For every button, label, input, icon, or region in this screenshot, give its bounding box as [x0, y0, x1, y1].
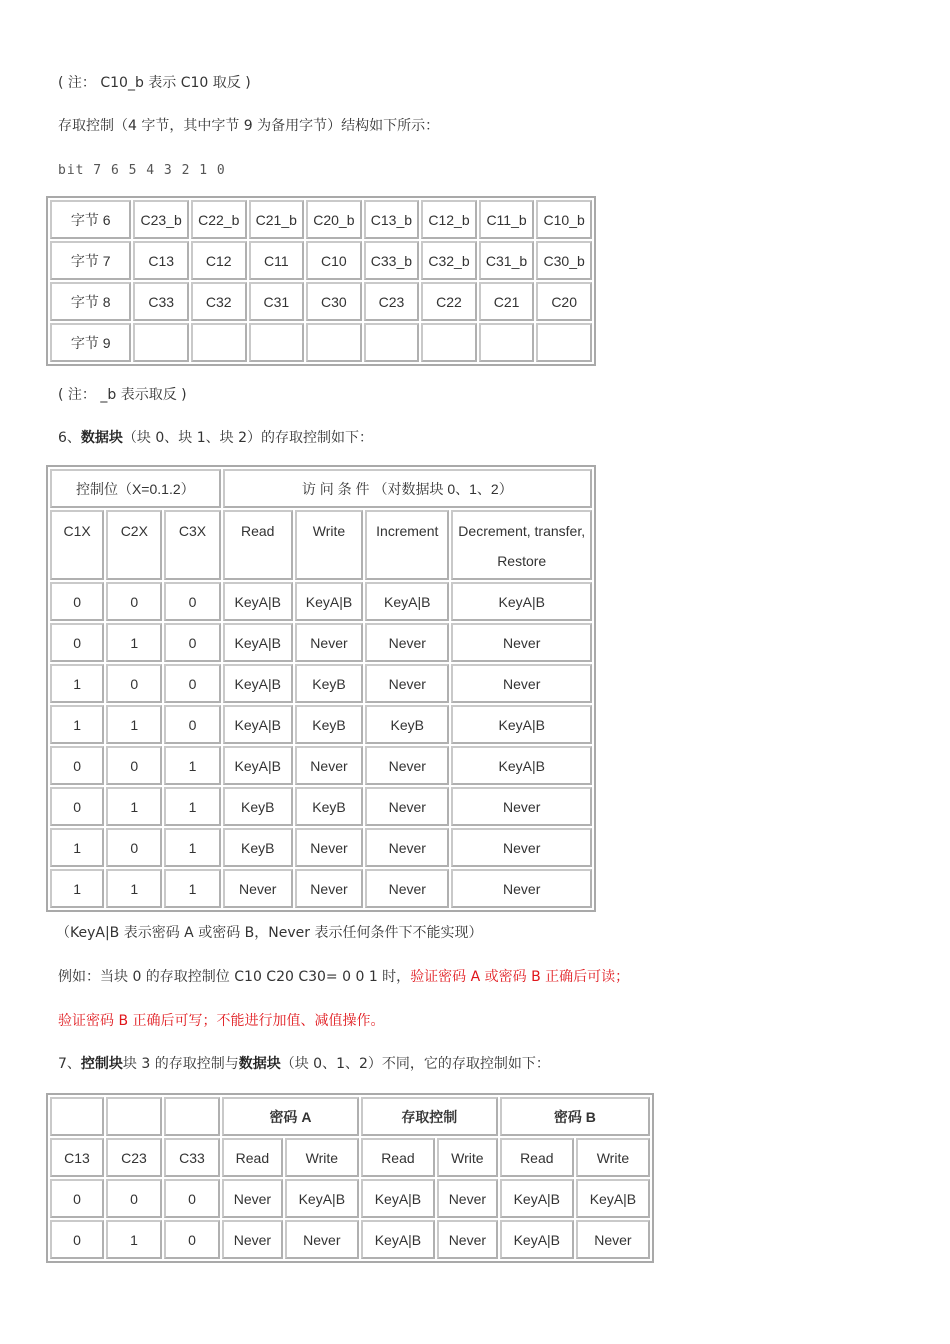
group-header-access-conditions: 访 问 条 件 （对数据块 0、1、2）	[223, 469, 592, 508]
section-7-bold-data: 数据块	[238, 1056, 281, 1072]
table-cell: 1	[106, 869, 162, 908]
table-row	[50, 469, 592, 508]
column-header: Read	[361, 1138, 435, 1177]
bit-cell: C30_b	[536, 241, 592, 280]
bit-index-line: bit 7 6 5 4 3 2 1 0	[58, 163, 226, 178]
bit-cell: C21_b	[249, 200, 305, 239]
bit-cell: C21	[479, 282, 535, 321]
bit-cell	[306, 323, 362, 362]
section-6-bold: 数据块	[80, 430, 123, 446]
column-header: Decrement, transfer, Restore	[451, 510, 592, 580]
table-row	[50, 1220, 650, 1259]
column-header: Read	[222, 1138, 283, 1177]
byte-label-cell: 字节 7	[50, 241, 131, 280]
example-line	[58, 968, 629, 986]
table-cell: 0	[106, 582, 162, 621]
table-cell: 0	[50, 787, 104, 826]
bit-cell	[249, 323, 305, 362]
table-row	[50, 282, 592, 321]
bit-cell	[191, 323, 247, 362]
table-cell: 1	[106, 705, 162, 744]
table-cell: KeyA|B	[451, 746, 592, 785]
table-cell: Never	[295, 828, 363, 867]
bit-cell: C31	[249, 282, 305, 321]
table-cell: 0	[106, 664, 162, 703]
column-header: C3X	[164, 510, 220, 580]
table-cell: Never	[295, 623, 363, 662]
table-row	[50, 705, 592, 744]
column-header: Write	[576, 1138, 650, 1177]
note-b-inverse: ( 注： _b 表示取反 )	[58, 387, 187, 403]
table-cell: KeyA|B	[223, 705, 293, 744]
table-cell: KeyA|B	[451, 705, 592, 744]
byte-label-cell: 字节 6	[50, 200, 131, 239]
column-header: C33	[164, 1138, 220, 1177]
bit-cell: C23_b	[133, 200, 189, 239]
section-6-rest: （块 0、块 1、块 2）的存取控制如下：	[122, 430, 373, 446]
table-cell: Never	[365, 664, 449, 703]
data-block-access-table	[46, 465, 596, 912]
table-cell: 0	[106, 828, 162, 867]
bit-cell: C13_b	[364, 200, 420, 239]
access-control-paragraph: 存取控制（4 字节，其中字节 9 为备用字节）结构如下所示：	[58, 118, 440, 134]
table-cell: KeyA|B	[361, 1179, 435, 1218]
table-cell: Never	[365, 787, 449, 826]
bit-cell: C13	[133, 241, 189, 280]
table-cell: Never	[365, 828, 449, 867]
table-row	[50, 746, 592, 785]
column-header: Increment	[365, 510, 449, 580]
table-cell: KeyA|B	[223, 623, 293, 662]
table-cell: Never	[451, 623, 592, 662]
table-cell: KeyA|B	[223, 664, 293, 703]
bit-cell	[479, 323, 535, 362]
table-cell: 1	[106, 623, 162, 662]
bit-cell: C23	[364, 282, 420, 321]
bit-cell: C20	[536, 282, 592, 321]
column-header: Read	[500, 1138, 574, 1177]
table-cell: Never	[223, 869, 293, 908]
table-cell: 1	[164, 787, 220, 826]
table-cell: 0	[164, 664, 220, 703]
table-cell: KeyB	[223, 787, 293, 826]
table-cell: KeyA|B	[500, 1179, 574, 1218]
table-cell: 0	[50, 623, 104, 662]
table-cell: 1	[164, 746, 220, 785]
note-c10b: ( 注： C10_b 表示 C10 取反 )	[58, 75, 251, 91]
table-row	[50, 623, 592, 662]
bit-cell: C10_b	[536, 200, 592, 239]
table-cell: Never	[451, 869, 592, 908]
bit-cell: C30	[306, 282, 362, 321]
bit-cell: C12_b	[421, 200, 477, 239]
group-header-key-b: 密码 B	[500, 1097, 650, 1136]
table-cell: Never	[295, 869, 363, 908]
table-row	[50, 787, 592, 826]
table-cell: KeyA|B	[295, 582, 363, 621]
table-cell: 0	[106, 1179, 162, 1218]
table-row	[50, 582, 592, 621]
table-cell: 1	[50, 664, 104, 703]
table-cell: KeyA|B	[576, 1179, 650, 1218]
table-cell: 0	[50, 1179, 104, 1218]
table-cell: 0	[50, 582, 104, 621]
bit-cell: C11_b	[479, 200, 535, 239]
table-cell: 1	[50, 869, 104, 908]
table-cell: Never	[222, 1220, 283, 1259]
table-cell: 0	[106, 746, 162, 785]
bit-cell: C31_b	[479, 241, 535, 280]
table-cell: KeyB	[365, 705, 449, 744]
table-row	[50, 200, 592, 239]
bit-cell: C33	[133, 282, 189, 321]
table-cell: KeyA|B	[223, 746, 293, 785]
column-header: C1X	[50, 510, 104, 580]
section-7-mid: 块 3 的存取控制与	[122, 1056, 239, 1072]
table-row	[50, 664, 592, 703]
section-6-heading	[58, 429, 373, 447]
table-cell: KeyA|B	[500, 1220, 574, 1259]
table-row	[50, 1097, 650, 1136]
table-cell: KeyA|B	[365, 582, 449, 621]
table-cell: KeyA|B	[285, 1179, 359, 1218]
table-cell: Never	[285, 1220, 359, 1259]
column-header: Write	[295, 510, 363, 580]
bit-cell	[421, 323, 477, 362]
table-row	[50, 241, 592, 280]
table-cell: KeyB	[295, 787, 363, 826]
table-cell: Never	[451, 828, 592, 867]
table-cell: 0	[164, 1179, 220, 1218]
column-header: C23	[106, 1138, 162, 1177]
section-6-number: 6、	[58, 430, 81, 446]
table-cell: 0	[50, 1220, 104, 1259]
table-cell: 0	[164, 582, 220, 621]
table-cell: KeyA|B	[361, 1220, 435, 1259]
example-red-write: 验证密码 B 正确后可写；不能进行加值、减值操作。	[58, 1013, 385, 1029]
byte-label-cell: 字节 9	[50, 323, 131, 362]
table-cell: Never	[365, 623, 449, 662]
table-cell: Never	[365, 746, 449, 785]
table-cell: 0	[164, 623, 220, 662]
group-header-control-bits: 控制位（X=0.1.2）	[50, 469, 221, 508]
table-cell: KeyA|B	[451, 582, 592, 621]
table-header-row	[50, 510, 592, 580]
bit-cell: C20_b	[306, 200, 362, 239]
bit-cell: C22	[421, 282, 477, 321]
note-keyab-never: （KeyA|B 表示密码 A 或密码 B，Never 表示任何条件下不能实现）	[56, 925, 483, 941]
empty-header-cell	[106, 1097, 162, 1136]
table-cell: 0	[164, 705, 220, 744]
column-header: C2X	[106, 510, 162, 580]
control-block-access-table	[46, 1093, 654, 1263]
table-cell: 1	[164, 869, 220, 908]
group-header-access-bits: 存取控制	[361, 1097, 498, 1136]
column-header: Write	[285, 1138, 359, 1177]
bit-cell	[133, 323, 189, 362]
bit-cell	[364, 323, 420, 362]
table-header-row	[50, 1138, 650, 1177]
table-cell: Never	[437, 1179, 498, 1218]
table-row	[50, 869, 592, 908]
table-cell: Never	[365, 869, 449, 908]
table-cell: 1	[164, 828, 220, 867]
bit-cell: C22_b	[191, 200, 247, 239]
table-row	[50, 828, 592, 867]
table-cell: KeyB	[295, 664, 363, 703]
column-header: C13	[50, 1138, 104, 1177]
table-cell: 1	[50, 828, 104, 867]
example-red-read: 验证密码 A 或密码 B 正确后可读；	[410, 969, 630, 985]
bit-cell: C11	[249, 241, 305, 280]
table-cell: Never	[437, 1220, 498, 1259]
bit-cell: C32	[191, 282, 247, 321]
table-cell: KeyB	[223, 828, 293, 867]
table-cell: Never	[576, 1220, 650, 1259]
section-7-number: 7、	[58, 1056, 81, 1072]
group-header-key-a: 密码 A	[222, 1097, 359, 1136]
table-cell: 1	[50, 705, 104, 744]
table-cell: KeyB	[295, 705, 363, 744]
bit-cell: C12	[191, 241, 247, 280]
section-7-rest: （块 0、1、2）不同，它的存取控制如下：	[280, 1056, 550, 1072]
table-cell: 0	[164, 1220, 220, 1259]
section-7-heading	[58, 1055, 550, 1073]
table-cell: 1	[106, 787, 162, 826]
section-7-bold-control: 控制块	[80, 1056, 123, 1072]
bit-cell: C33_b	[364, 241, 420, 280]
table-row	[50, 323, 592, 362]
column-header: Read	[223, 510, 293, 580]
access-bytes-table	[46, 196, 596, 366]
bit-cell	[536, 323, 592, 362]
empty-header-cell	[164, 1097, 220, 1136]
table-row	[50, 1179, 650, 1218]
table-cell: 1	[106, 1220, 162, 1259]
bit-cell: C10	[306, 241, 362, 280]
table-cell: Never	[451, 664, 592, 703]
table-cell: Never	[222, 1179, 283, 1218]
bit-cell: C32_b	[421, 241, 477, 280]
table-cell: Never	[451, 787, 592, 826]
empty-header-cell	[50, 1097, 104, 1136]
table-cell: Never	[295, 746, 363, 785]
table-cell: KeyA|B	[223, 582, 293, 621]
byte-label-cell: 字节 8	[50, 282, 131, 321]
table-cell: 0	[50, 746, 104, 785]
column-header: Write	[437, 1138, 498, 1177]
example-prefix: 例如：当块 0 的存取控制位 C10 C20 C30= 0 0 1 时，	[58, 969, 411, 985]
